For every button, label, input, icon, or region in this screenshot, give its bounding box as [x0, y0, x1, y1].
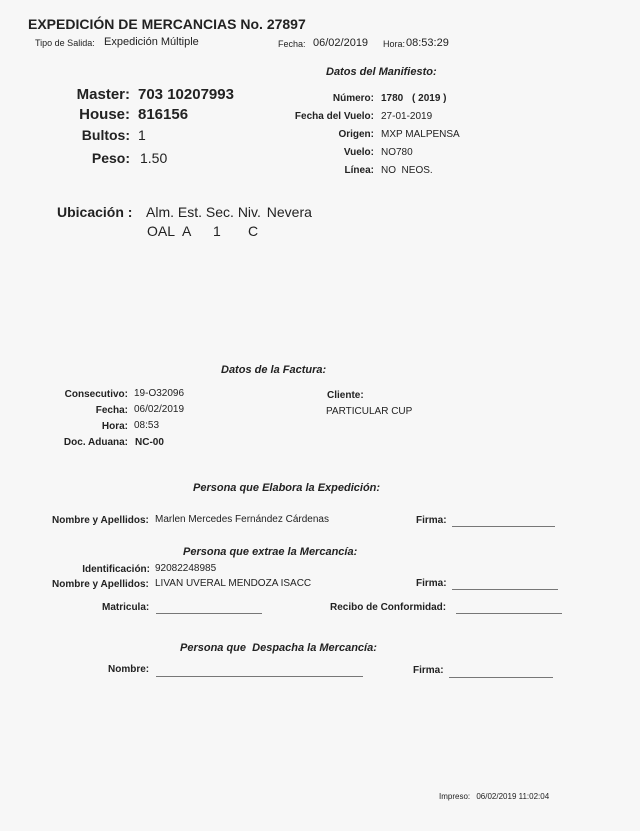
vuelo-value: NO780	[381, 147, 413, 158]
numero-number: 1780	[381, 93, 404, 104]
ubicacion-value-est: A	[182, 223, 192, 239]
cliente-label: Cliente:	[327, 390, 364, 401]
consecutivo-label: Consecutivo:	[64, 389, 128, 400]
despacha-nombre-label: Nombre:	[108, 664, 150, 675]
document-title	[28, 16, 306, 32]
ubicacion-headers	[146, 204, 312, 220]
origen-value: MXP MALPENSA	[381, 129, 460, 140]
despacha-nombre-line	[156, 676, 363, 677]
factura-hora-value: 08:53	[134, 420, 160, 431]
numero-label: Número:	[332, 93, 374, 104]
ubicacion-header-est: Est.	[177, 204, 203, 220]
ubicacion-header-niv: Niv.	[237, 204, 261, 220]
fecha-label: Fecha:	[278, 39, 306, 49]
extrae-firma-line	[452, 589, 558, 590]
extrae-title: Persona que extrae la Mercancía:	[183, 546, 358, 558]
extrae-nombre-label: Nombre y Apellidos:	[52, 579, 149, 590]
master-label: Master:	[76, 86, 130, 103]
elabora-nombre-value: Marlen Mercedes Fernández Cárdenas	[155, 514, 329, 525]
extrae-id-value: 92082248985	[155, 563, 217, 574]
consecutivo-value: 19-O32096	[134, 388, 185, 399]
matricula-line	[156, 613, 262, 614]
impreso-value: 06/02/2019 11:02:04	[476, 792, 550, 801]
elabora-firma-line	[452, 526, 555, 527]
elabora-nombre-label: Nombre y Apellidos:	[52, 515, 149, 526]
tipo-salida-value: Expedición Múltiple	[104, 36, 199, 48]
manifiesto-title: Datos del Manifiesto:	[326, 66, 437, 78]
ubicacion-value-alm: OAL	[147, 223, 176, 239]
hora-value: 08:53:29	[406, 37, 449, 49]
factura-title: Datos de la Factura:	[221, 364, 327, 376]
ubicacion-header-alm: Alm.	[146, 204, 174, 220]
ubicacion-header-nevera: Nevera	[266, 204, 312, 220]
cliente-value: PARTICULAR CUP	[326, 406, 413, 417]
number-label: No.	[240, 16, 263, 32]
extrae-firma-label: Firma:	[416, 578, 447, 589]
title-text: EXPEDICIÓN DE MERCANCIAS	[28, 16, 237, 32]
peso-value: 1.50	[140, 150, 168, 166]
factura-hora-label: Hora:	[101, 421, 128, 432]
ubicacion-label: Ubicación :	[57, 204, 133, 220]
extrae-id-label: Identificación:	[82, 564, 150, 575]
despacha-firma-label: Firma:	[413, 665, 444, 676]
linea-label: Línea:	[344, 165, 374, 176]
elabora-title: Persona que Elabora la Expedición:	[193, 482, 381, 494]
tipo-salida-label: Tipo de Salida:	[35, 38, 95, 48]
recibo-label: Recibo de Conformidad:	[330, 602, 447, 613]
bultos-label: Bultos:	[81, 127, 130, 143]
fecha-vuelo-label: Fecha del Vuelo:	[294, 111, 374, 122]
house-label: House:	[79, 106, 130, 123]
matricula-label: Matricula:	[102, 602, 150, 613]
master-value: 703 10207993	[138, 86, 234, 103]
factura-fecha-value: 06/02/2019	[134, 404, 185, 415]
fecha-vuelo-value: 27-01-2019	[381, 111, 433, 122]
document-number: 27897	[266, 16, 306, 32]
peso-label: Peso:	[91, 150, 130, 166]
ubicacion-value-niv: C	[248, 223, 259, 239]
numero-value	[381, 93, 447, 104]
elabora-firma-label: Firma:	[416, 515, 447, 526]
fecha-value: 06/02/2019	[313, 37, 369, 49]
factura-fecha-label: Fecha:	[95, 405, 128, 416]
linea-value: NO NEOS.	[381, 165, 433, 176]
despacha-title: Persona que Despacha la Mercancía:	[180, 642, 377, 654]
impreso-footer	[439, 792, 549, 801]
bultos-value: 1	[138, 127, 146, 143]
house-value: 816156	[138, 106, 189, 123]
recibo-line	[456, 613, 562, 614]
impreso-label: Impreso:	[439, 792, 471, 801]
doc-aduana-value: NC-00	[135, 437, 164, 448]
ubicacion-header-sec: Sec.	[205, 204, 234, 220]
doc-aduana-label: Doc. Aduana:	[63, 437, 128, 448]
vuelo-label: Vuelo:	[343, 147, 374, 158]
despacha-firma-line	[449, 677, 553, 678]
hora-label: Hora:	[383, 39, 406, 49]
extrae-nombre-value: LIVAN UVERAL MENDOZA ISACC	[155, 578, 312, 589]
ubicacion-value-sec: 1	[213, 223, 221, 239]
origen-label: Origen:	[338, 129, 374, 140]
numero-year: ( 2019 )	[412, 93, 447, 104]
